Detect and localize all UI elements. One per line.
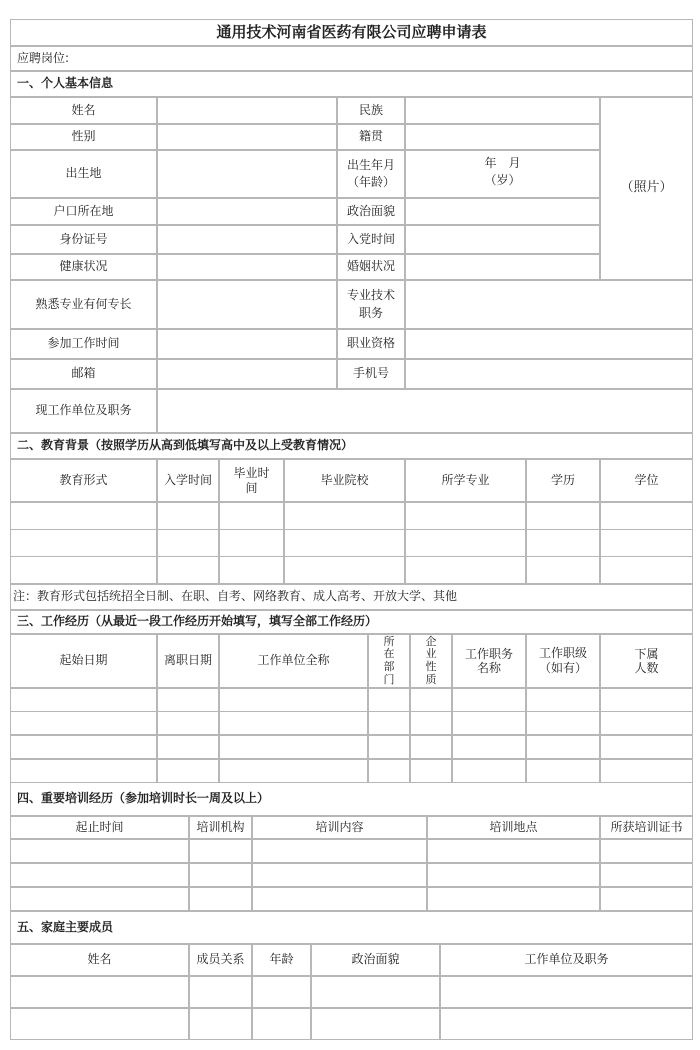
training-row-cell[interactable] (427, 863, 600, 887)
work-row-cell[interactable] (452, 711, 526, 735)
field-birth-date[interactable] (405, 150, 600, 198)
label-political-status: 政治面貌 (337, 198, 405, 225)
education-row-cell[interactable] (157, 529, 219, 557)
field-gender[interactable] (157, 124, 337, 150)
edu-header-form: 教育形式 (10, 459, 157, 502)
education-row-cell[interactable] (219, 529, 284, 557)
edu-header-degree-level: 学历 (526, 459, 600, 502)
work-row-cell[interactable] (600, 759, 693, 783)
work-row-cell[interactable] (368, 688, 410, 712)
work-row-cell[interactable] (452, 735, 526, 759)
training-row-cell[interactable] (427, 887, 600, 911)
work-row-cell[interactable] (410, 711, 452, 735)
education-row-cell[interactable] (526, 556, 600, 584)
work-row-cell[interactable] (368, 759, 410, 783)
education-row-cell[interactable] (219, 502, 284, 530)
work-header-leave: 离职日期 (157, 634, 219, 688)
education-row-cell[interactable] (10, 529, 157, 557)
education-row-cell[interactable] (600, 502, 693, 530)
education-row-cell[interactable] (284, 556, 405, 584)
field-tech-title[interactable] (405, 280, 693, 329)
training-row-cell[interactable] (252, 863, 427, 887)
education-row-cell[interactable] (405, 529, 526, 557)
label-birth-date (337, 150, 405, 198)
training-row-cell[interactable] (10, 863, 189, 887)
label-party-date: 入党时间 (337, 225, 405, 254)
family-header-employer: 工作单位及职务 (440, 944, 693, 976)
family-header-relation: 成员关系 (189, 944, 252, 976)
work-row-cell[interactable] (157, 711, 219, 735)
work-row-cell[interactable] (410, 688, 452, 712)
label-marital: 婚姻状况 (337, 254, 405, 280)
label-native-place: 籍贯 (337, 124, 405, 150)
field-mobile[interactable] (405, 359, 693, 389)
family-row-cell[interactable] (189, 976, 252, 1008)
education-row-cell[interactable] (526, 529, 600, 557)
work-header-rank: 工作职级（如有） (526, 634, 600, 688)
education-row-cell[interactable] (10, 556, 157, 584)
year-month-text: 年 月 (484, 156, 521, 170)
education-row-cell[interactable] (526, 502, 600, 530)
field-political-status[interactable] (405, 198, 600, 225)
work-row-cell[interactable] (157, 688, 219, 712)
train-header-certificate: 所获培训证书 (600, 816, 693, 839)
education-row-cell[interactable] (284, 502, 405, 530)
label-current-job: 现工作单位及职务 (10, 389, 157, 433)
work-row-cell[interactable] (600, 688, 693, 712)
family-row-cell[interactable] (252, 976, 311, 1008)
training-row-cell[interactable] (427, 839, 600, 863)
education-row-cell[interactable] (157, 502, 219, 530)
label-name: 姓名 (10, 97, 157, 124)
field-current-job[interactable] (157, 389, 693, 433)
work-row-cell[interactable] (219, 759, 368, 783)
photo-box[interactable] (600, 97, 693, 280)
training-row-cell[interactable] (189, 839, 252, 863)
training-row-cell[interactable] (252, 887, 427, 911)
training-row-cell[interactable] (600, 863, 693, 887)
work-row-cell[interactable] (526, 759, 600, 783)
edu-header-school: 毕业院校 (284, 459, 405, 502)
label-mobile: 手机号 (337, 359, 405, 389)
field-hukou[interactable] (157, 198, 337, 225)
work-row-cell[interactable] (452, 759, 526, 783)
family-header-political: 政治面貌 (311, 944, 440, 976)
family-row-cell[interactable] (10, 1008, 189, 1040)
edu-header-graduate: 毕业时间 (219, 459, 284, 502)
form-title: 通用技术河南省医药有限公司应聘申请表 (10, 19, 693, 46)
family-row-cell[interactable] (311, 1008, 440, 1040)
section-family-heading: 五、家庭主要成员 (10, 911, 693, 944)
work-row-cell[interactable] (600, 735, 693, 759)
family-row-cell[interactable] (440, 976, 693, 1008)
birth-date-line1: 出生年月 (346, 157, 395, 172)
family-header-age: 年龄 (252, 944, 311, 976)
training-row-cell[interactable] (600, 887, 693, 911)
work-row-cell[interactable] (526, 688, 600, 712)
work-row-cell[interactable] (10, 759, 157, 783)
work-row-cell[interactable] (368, 735, 410, 759)
work-row-cell[interactable] (219, 711, 368, 735)
work-header-department: 所在部门 (368, 634, 410, 688)
edu-header-enroll: 入学时间 (157, 459, 219, 502)
work-row-cell[interactable] (526, 711, 600, 735)
training-row-cell[interactable] (10, 839, 189, 863)
train-header-location: 培训地点 (427, 816, 600, 839)
family-header-name: 姓名 (10, 944, 189, 976)
family-row-cell[interactable] (252, 1008, 311, 1040)
education-row-cell[interactable] (157, 556, 219, 584)
edu-header-degree: 学位 (600, 459, 693, 502)
label-specialty: 熟悉专业有何专长 (10, 280, 157, 329)
label-work-start: 参加工作时间 (10, 329, 157, 359)
work-row-cell[interactable] (157, 759, 219, 783)
tech-title-line1: 专业技术 (346, 288, 395, 303)
work-header-company-type: 企业性质 (410, 634, 452, 688)
work-row-cell[interactable] (10, 688, 157, 712)
training-row-cell[interactable] (252, 839, 427, 863)
field-work-start[interactable] (157, 329, 337, 359)
education-row-cell[interactable] (600, 529, 693, 557)
work-row-cell[interactable] (452, 688, 526, 712)
edu-header-major: 所学专业 (405, 459, 526, 502)
label-gender: 性别 (10, 124, 157, 150)
section-work-heading: 三、工作经历（从最近一段工作经历开始填写，填写全部工作经历） (10, 610, 693, 634)
education-row-cell[interactable] (284, 529, 405, 557)
work-row-cell[interactable] (10, 711, 157, 735)
education-row-cell[interactable] (405, 502, 526, 530)
training-row-cell[interactable] (600, 839, 693, 863)
label-health: 健康状况 (10, 254, 157, 280)
training-row-cell[interactable] (189, 863, 252, 887)
field-email[interactable] (157, 359, 337, 389)
education-row-cell[interactable] (600, 556, 693, 584)
field-native-place[interactable] (405, 124, 600, 150)
field-name[interactable] (157, 97, 337, 124)
tech-title-line2: 职务 (358, 305, 383, 320)
education-row-cell[interactable] (405, 556, 526, 584)
label-ethnicity: 民族 (337, 97, 405, 124)
work-row-cell[interactable] (219, 688, 368, 712)
section-education-heading: 二、教育背景（按照学历从高到低填写高中及以上受教育情况） (10, 433, 693, 459)
label-qualification: 职业资格 (337, 329, 405, 359)
field-specialty[interactable] (157, 280, 337, 329)
work-row-cell[interactable] (10, 735, 157, 759)
label-tech-title (337, 280, 405, 329)
work-row-cell[interactable] (600, 711, 693, 735)
work-header-subordinates: 下属人数 (600, 634, 693, 688)
field-id-number[interactable] (157, 225, 337, 254)
label-birthplace: 出生地 (10, 150, 157, 198)
work-header-title: 工作职务名称 (452, 634, 526, 688)
label-email: 邮箱 (10, 359, 157, 389)
training-row-cell[interactable] (10, 887, 189, 911)
birth-date-line2: （年龄） (346, 175, 395, 189)
field-birthplace[interactable] (157, 150, 337, 198)
education-row-cell[interactable] (219, 556, 284, 584)
section-personal-heading: 一、个人基本信息 (10, 71, 693, 97)
label-hukou: 户口所在地 (10, 198, 157, 225)
section-training-heading: 四、重要培训经历（参加培训时长一周及以上） (10, 782, 693, 816)
family-row-cell[interactable] (440, 1008, 693, 1040)
work-header-start: 起始日期 (10, 634, 157, 688)
education-note: 注：教育形式包括统招全日制、在职、自考、网络教育、成人高考、开放大学、其他 (10, 584, 693, 610)
work-row-cell[interactable] (368, 711, 410, 735)
work-row-cell[interactable] (526, 735, 600, 759)
work-row-cell[interactable] (410, 759, 452, 783)
field-party-date[interactable] (405, 225, 600, 254)
family-row-cell[interactable] (10, 976, 189, 1008)
family-row-cell[interactable] (311, 976, 440, 1008)
work-header-employer: 工作单位全称 (219, 634, 368, 688)
train-header-period: 起止时间 (10, 816, 189, 839)
training-row-cell[interactable] (189, 887, 252, 911)
age-unit-text: （岁） (484, 173, 521, 188)
position-label: 应聘岗位: (10, 46, 693, 71)
photo-label: （照片） (620, 180, 673, 196)
work-row-cell[interactable] (410, 735, 452, 759)
field-health[interactable] (157, 254, 337, 280)
work-row-cell[interactable] (219, 735, 368, 759)
field-qualification[interactable] (405, 329, 693, 359)
train-header-org: 培训机构 (189, 816, 252, 839)
education-row-cell[interactable] (10, 502, 157, 530)
train-header-content: 培训内容 (252, 816, 427, 839)
label-id-number: 身份证号 (10, 225, 157, 254)
field-marital[interactable] (405, 254, 600, 280)
work-row-cell[interactable] (157, 735, 219, 759)
family-row-cell[interactable] (189, 1008, 252, 1040)
field-ethnicity[interactable] (405, 97, 600, 124)
